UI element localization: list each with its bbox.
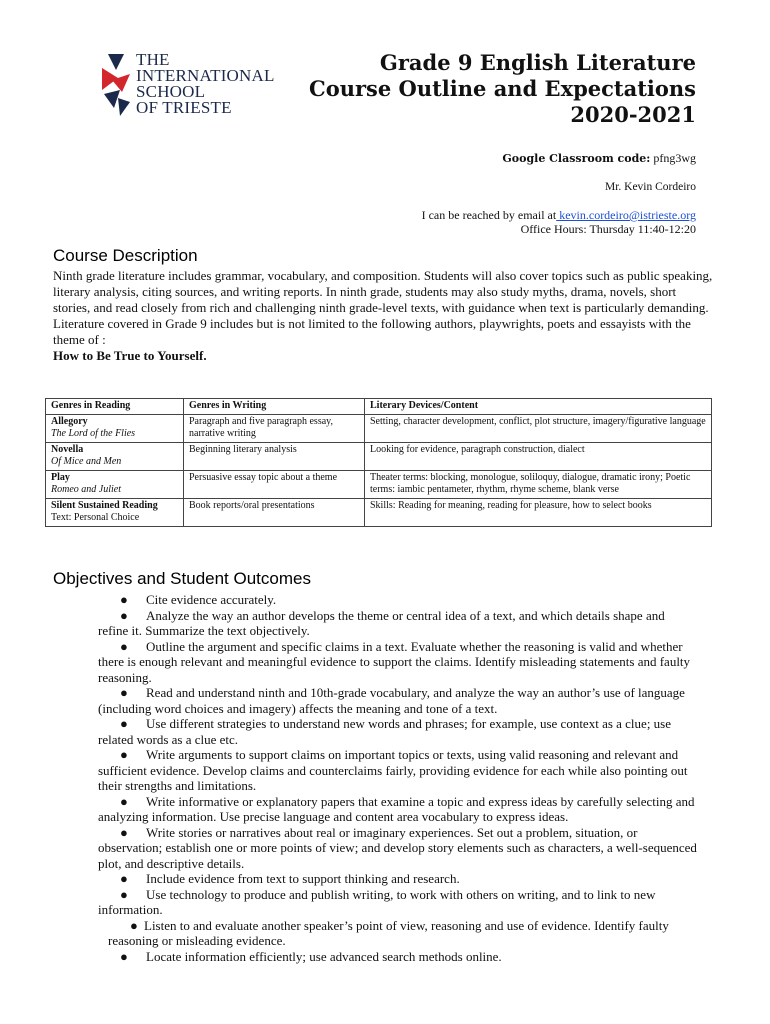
list-item <box>98 871 698 887</box>
list-item <box>98 747 698 794</box>
course-description-heading: Course Description <box>53 246 198 265</box>
page-title-line-3: 2020-2021 <box>570 102 696 127</box>
list-item <box>98 608 698 639</box>
row-content: Skills: Reading for meaning, reading for pleasure, how to select books <box>365 498 712 526</box>
bullet-icon: ● <box>120 824 128 840</box>
objectives-list <box>98 592 698 964</box>
row-text: Of Mice and Men <box>51 456 122 467</box>
objectives-heading: Objectives and Student Outcomes <box>53 569 311 588</box>
header-literary-devices: Literary Devices/Content <box>365 399 712 415</box>
email-prefix: I can be reached by email at <box>421 208 557 222</box>
table-row <box>46 442 712 470</box>
bullet-icon: ● <box>120 638 128 654</box>
header-genres-reading: Genres in Reading <box>46 399 184 415</box>
course-theme: How to Be True to Yourself. <box>53 348 207 363</box>
list-item <box>98 949 698 965</box>
objective-text: Write arguments to support claims on important topics or texts, using valid reasoning and relevant and sufficient evidence. Develop claims and counterclaims fairly, providing evidence for each while also pointing out their strengths and limitations. <box>98 747 688 793</box>
classroom-code: pfng3wg <box>650 151 696 165</box>
email-link[interactable]: kevin.cordeiro@istrieste.org <box>556 208 696 222</box>
bullet-icon: ● <box>130 917 138 933</box>
row-genre: Allegory <box>51 415 88 427</box>
list-item <box>98 887 698 918</box>
course-description-text: Ninth grade literature includes grammar, vocabulary, and composition. Students will also cover topics such as public speaking, literary analysis, citing sources, and writing reports. In ninth grade, students may also study myths, drama, novels, short stories, and read closely from rich and challenging ninth grade-level texts, with guidance when text is particularly demanding. Literature covered in Grade 9 includes but is not limited to the following authors, playwrights, poets and essayists with the theme of : <box>53 268 713 347</box>
row-text: Romeo and Juliet <box>51 484 121 495</box>
table-row <box>46 498 712 526</box>
curriculum-table <box>45 398 712 527</box>
row-genre: Silent Sustained Reading <box>51 499 158 511</box>
teacher-name: Mr. Kevin Cordeiro <box>604 181 696 193</box>
objective-text: Read and understand ninth and 10th-grade vocabulary, and analyze the way an author’s use of language (including word choices and imagery) affects the meaning and tone of a text. <box>98 685 685 716</box>
logo-line-3: SCHOOL <box>136 82 206 101</box>
objective-text: Use different strategies to understand new words and phrases; for example, use context as a clue; use related words as a clue etc. <box>98 716 672 747</box>
list-item <box>108 918 698 949</box>
list-item <box>98 794 698 825</box>
row-content: Theater terms: blocking, monologue, soliloquy, dialogue, dramatic irony; Poetic terms: iambic pentameter, rhythm, rhyme scheme, blank verse <box>365 470 712 498</box>
row-writing: Paragraph and five paragraph essay, narrative writing <box>184 414 365 442</box>
page-title-line-1: Grade 9 English Literature <box>379 50 696 75</box>
course-description-body <box>53 268 713 364</box>
row-writing: Beginning literary analysis <box>184 442 365 470</box>
table-row <box>46 470 712 498</box>
row-genre: Novella <box>51 443 84 455</box>
office-hours: Office Hours: Thursday 11:40-12:20 <box>520 222 696 236</box>
bullet-icon: ● <box>120 685 128 700</box>
row-text: Text: Personal Choice <box>51 512 140 523</box>
objective-text: Outline the argument and specific claims in a text. Evaluate whether the reasoning is valid and whether there is enough relevant and meaningful evidence to support the claims. Identify misleading statements and faulty reasoning. <box>98 638 691 685</box>
bullet-icon: ● <box>120 747 128 762</box>
logo-line-1: THE <box>136 50 170 69</box>
school-logo <box>100 50 290 120</box>
row-text: The Lord of the Flies <box>51 428 136 439</box>
email-line <box>422 208 696 223</box>
classroom-code-label: Google Classroom code: <box>502 152 651 165</box>
bullet-icon: ● <box>120 592 128 607</box>
list-item <box>98 592 698 608</box>
list-item <box>98 825 698 872</box>
row-writing: Persuasive essay topic about a theme <box>184 470 365 498</box>
school-crest-icon <box>100 50 134 120</box>
list-item <box>98 639 698 686</box>
objective-text: Include evidence from text to support thinking and research. <box>146 871 460 886</box>
row-writing: Book reports/oral presentations <box>184 498 365 526</box>
row-genre: Play <box>51 471 70 483</box>
bullet-icon: ● <box>120 886 128 902</box>
table-header-row <box>46 399 712 415</box>
logo-line-4: OF TRIESTE <box>136 98 232 117</box>
logo-line-2: INTERNATIONAL <box>136 66 275 85</box>
table-row <box>46 414 712 442</box>
list-item <box>98 685 698 716</box>
bullet-icon: ● <box>120 948 128 964</box>
objective-text: Analyze the way an author develops the theme or central idea of a text, and which details shape and refine it. Summarize the text objectively. <box>98 607 665 638</box>
page-title-line-2: Course Outline and Expectations <box>308 76 696 101</box>
bullet-icon: ● <box>120 793 128 809</box>
row-content: Looking for evidence, paragraph construction, dialect <box>365 442 712 470</box>
bullet-icon: ● <box>120 871 128 886</box>
objective-text: Cite evidence accurately. <box>146 592 277 607</box>
objective-text: Locate information efficiently; use advanced search methods online. <box>146 948 502 964</box>
classroom-code-line <box>502 151 696 166</box>
objective-text: Write stories or narratives about real or imaginary experiences. Set out a problem, situation, or observation; establish one or more points of view; and develop story elements such as characters, a well-sequenced plot, and descriptive details. <box>98 824 697 871</box>
bullet-icon: ● <box>120 607 128 623</box>
row-content: Setting, character development, conflict, plot structure, imagery/figurative language <box>365 414 712 442</box>
objective-text: Listen to and evaluate another speaker’s point of view, reasoning and use of evidence. Identify faulty reasoning or misleading evidence. <box>108 917 669 948</box>
list-item <box>98 716 698 747</box>
objective-text: Use technology to produce and publish writing, to work with others on writing, and to link to new information. <box>98 886 656 917</box>
bullet-icon: ● <box>120 716 128 731</box>
header-genres-writing: Genres in Writing <box>184 399 365 415</box>
objective-text: Write informative or explanatory papers that examine a topic and express ideas by carefully selecting and analyzing information. Use precise language and content area vocabulary to express ideas. <box>98 793 695 824</box>
